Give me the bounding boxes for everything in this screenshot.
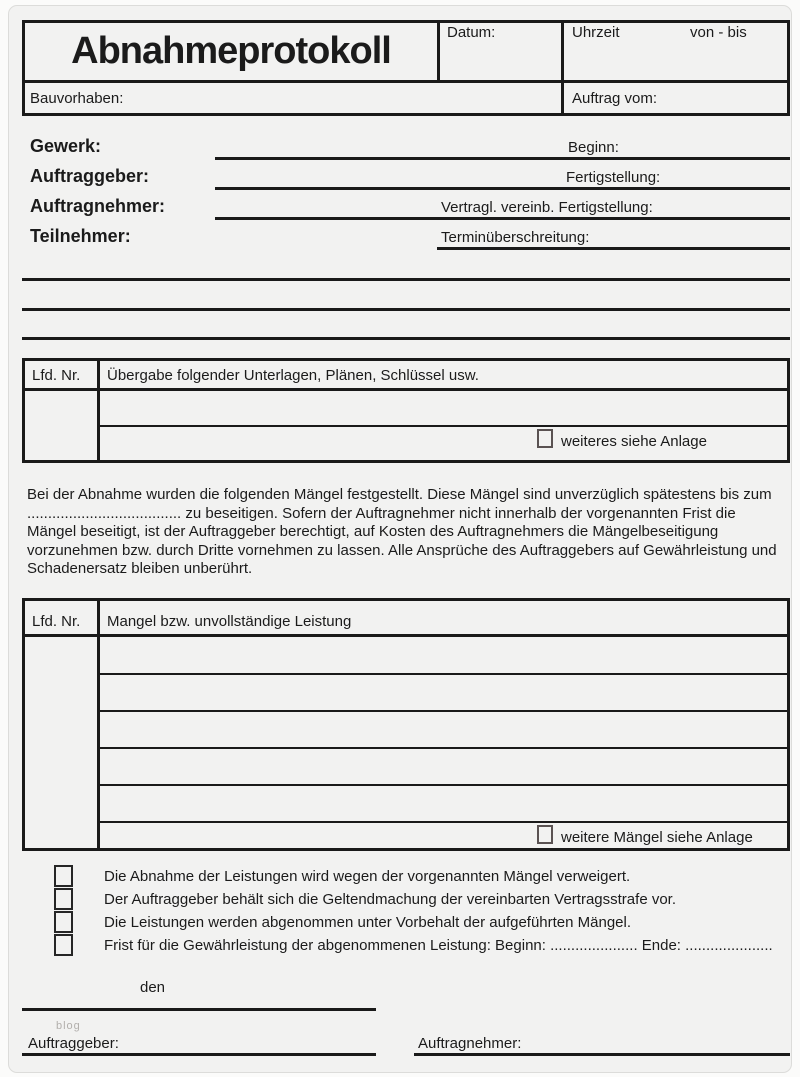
defects-col-divider <box>97 598 100 851</box>
header-row-divider <box>22 80 790 83</box>
terminueberschreitung-fill-line[interactable] <box>437 247 790 250</box>
place-date-den-label: den <box>140 979 166 996</box>
defects-notice-text: Bei der Abnahme wurden die folgenden Mängel festgestellt. Diese Mängel sind unverzüglich spätestens bis zum ..................................... zu beseitigen. Sofern der Auftragnehmer nicht innerhalb der vorgenannten Frist die Mängel beseitigt, ist der Auftraggeber berechtigt, auf Kosten des Auftragnehmers die Mängelbeseitigung vorzunehmen bzw. durch Dritte vornehmen zu lassen. Alle Ansprüche des Auftraggebers auf Gewährleistung und Schadenersatz bleiben unberührt. <box>27 486 777 577</box>
von-bis-label: von - bis <box>690 24 747 41</box>
auftraggeber-signature-line[interactable] <box>22 1053 376 1056</box>
auftraggeber-label: Auftraggeber: <box>30 166 150 186</box>
auftraggeber-signature-label: Auftraggeber: <box>28 1035 119 1052</box>
auftraggeber-fill-line[interactable] <box>215 187 790 190</box>
defects-row-line-3[interactable] <box>100 747 790 749</box>
gewerk-fill-line[interactable] <box>215 157 790 160</box>
teilnehmer-label: Teilnehmer: <box>30 226 131 246</box>
fertigstellung-label: Fertigstellung: <box>566 169 661 186</box>
vertragl-fertigstellung-label: Vertragl. vereinb. Fertigstellung: <box>441 199 653 216</box>
defects-col2-header: Mangel bzw. unvollständige Leistung <box>107 613 352 630</box>
decision-label-4: Frist für die Gewährleistung der abgenommenen Leistung: Beginn: ..................... Ende: ..................... <box>104 937 773 954</box>
auftragnehmer-label: Auftragnehmer: <box>30 196 166 216</box>
decision-checkbox-3[interactable] <box>54 911 73 933</box>
defects-row-line-5[interactable] <box>100 821 790 823</box>
weiteres-siehe-anlage-label: weiteres siehe Anlage <box>561 433 707 450</box>
decision-label-1: Die Abnahme der Leistungen wird wegen der vorgenannten Mängel verweigert. <box>104 868 631 885</box>
weiteres-siehe-anlage-checkbox[interactable] <box>537 429 553 448</box>
auftrag-vom-label: Auftrag vom: <box>572 90 658 107</box>
defects-row-line-4[interactable] <box>100 784 790 786</box>
watermark-text: blog <box>56 1020 81 1032</box>
datum-label: Datum: <box>447 24 496 41</box>
weitere-maengel-label: weitere Mängel siehe Anlage <box>561 829 753 846</box>
beginn-label: Beginn: <box>568 139 619 156</box>
auftragnehmer-signature-line[interactable] <box>414 1053 790 1056</box>
decision-checkbox-2[interactable] <box>54 888 73 910</box>
terminueberschreitung-label: Terminüberschreitung: <box>441 229 590 246</box>
defects-header-divider <box>22 634 790 637</box>
weitere-maengel-checkbox[interactable] <box>537 825 553 844</box>
decision-label-2: Der Auftraggeber behält sich die Geltendmachung der vereinbarten Vertragsstrafe vor. <box>104 891 676 908</box>
gewerk-label: Gewerk: <box>30 136 102 156</box>
teilnehmer-fill-line-3[interactable] <box>22 337 790 340</box>
handover-col1-header: Lfd. Nr. <box>32 367 81 384</box>
form-title: Abnahmeprotokoll <box>71 30 391 72</box>
auftragnehmer-signature-label: Auftragnehmer: <box>418 1035 522 1052</box>
defects-row-line-1[interactable] <box>100 673 790 675</box>
defects-row-line-2[interactable] <box>100 710 790 712</box>
datum-field[interactable] <box>447 84 557 114</box>
bauvorhaben-label: Bauvorhaben: <box>30 90 124 107</box>
decision-checkbox-4[interactable] <box>54 934 73 956</box>
header-divider-mid <box>561 20 564 116</box>
place-date-fill-line[interactable] <box>22 1008 376 1011</box>
decision-checkbox-1[interactable] <box>54 865 73 887</box>
teilnehmer-fill-line-1[interactable] <box>22 278 790 281</box>
handover-col-divider <box>97 358 100 463</box>
uhrzeit-label: Uhrzeit <box>572 24 620 41</box>
handover-row-line[interactable] <box>100 425 790 427</box>
auftragnehmer-fill-line[interactable] <box>215 217 790 220</box>
defects-col1-header: Lfd. Nr. <box>32 613 81 630</box>
handover-col2-header: Übergabe folgender Unterlagen, Plänen, Schlüssel usw. <box>107 367 479 384</box>
handover-header-divider <box>22 388 790 391</box>
decision-label-3: Die Leistungen werden abgenommen unter Vorbehalt der aufgeführten Mängel. <box>104 914 632 931</box>
teilnehmer-fill-line-2[interactable] <box>22 308 790 311</box>
